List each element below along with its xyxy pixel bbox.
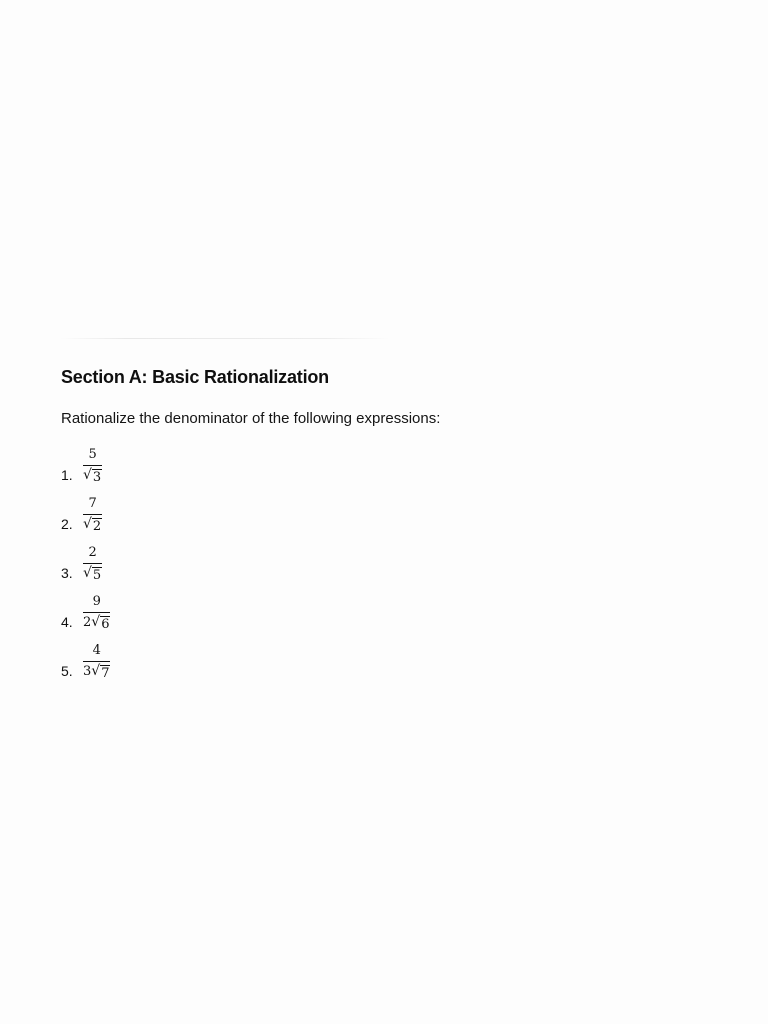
fraction [83, 496, 102, 533]
fraction-numerator: 5 [88, 447, 97, 462]
problem-item [61, 533, 721, 582]
square-root [83, 517, 102, 533]
fraction-numerator: 9 [92, 594, 101, 609]
square-root [83, 566, 102, 582]
fraction-denominator [83, 613, 110, 631]
fraction-denominator [83, 515, 102, 533]
problem-item [61, 484, 721, 533]
problem-number: 3. [61, 565, 73, 581]
radical-sign: √ [83, 565, 92, 581]
section-heading: Section A: Basic Rationalization [61, 367, 329, 387]
fraction [83, 643, 110, 680]
fraction-denominator [83, 564, 102, 582]
radicand: 5 [92, 568, 102, 583]
problem-number: 4. [61, 614, 73, 630]
square-root [91, 664, 110, 680]
problem-number: 1. [61, 467, 73, 483]
problem-number: 2. [61, 516, 73, 532]
problem-list [61, 435, 721, 680]
radicand: 6 [101, 617, 110, 632]
denominator-coefficient: 3 [83, 664, 92, 679]
problem-item [61, 631, 721, 680]
square-root [91, 615, 110, 631]
radical-sign: √ [83, 516, 92, 532]
fraction-numerator: 4 [92, 643, 101, 658]
radicand: 7 [101, 666, 110, 681]
denominator-coefficient: 2 [83, 615, 92, 630]
fraction [83, 545, 102, 582]
fraction [83, 447, 102, 484]
fraction [83, 594, 110, 631]
section-a [61, 366, 721, 680]
fraction-numerator: 7 [88, 496, 97, 511]
radical-sign: √ [91, 614, 101, 630]
problem-item [61, 582, 721, 631]
problem-item [61, 435, 721, 484]
problem-number: 5. [61, 663, 73, 679]
fraction-numerator: 2 [88, 545, 97, 560]
radical-sign: √ [83, 467, 92, 483]
square-root [83, 468, 102, 484]
fraction-denominator [83, 466, 102, 484]
radical-sign: √ [91, 663, 101, 679]
fraction-denominator [83, 662, 110, 680]
faint-divider [60, 338, 390, 339]
radicand: 2 [92, 519, 102, 534]
instructions-text: Rationalize the denominator of the following expressions: [61, 410, 441, 427]
radicand: 3 [92, 470, 102, 485]
